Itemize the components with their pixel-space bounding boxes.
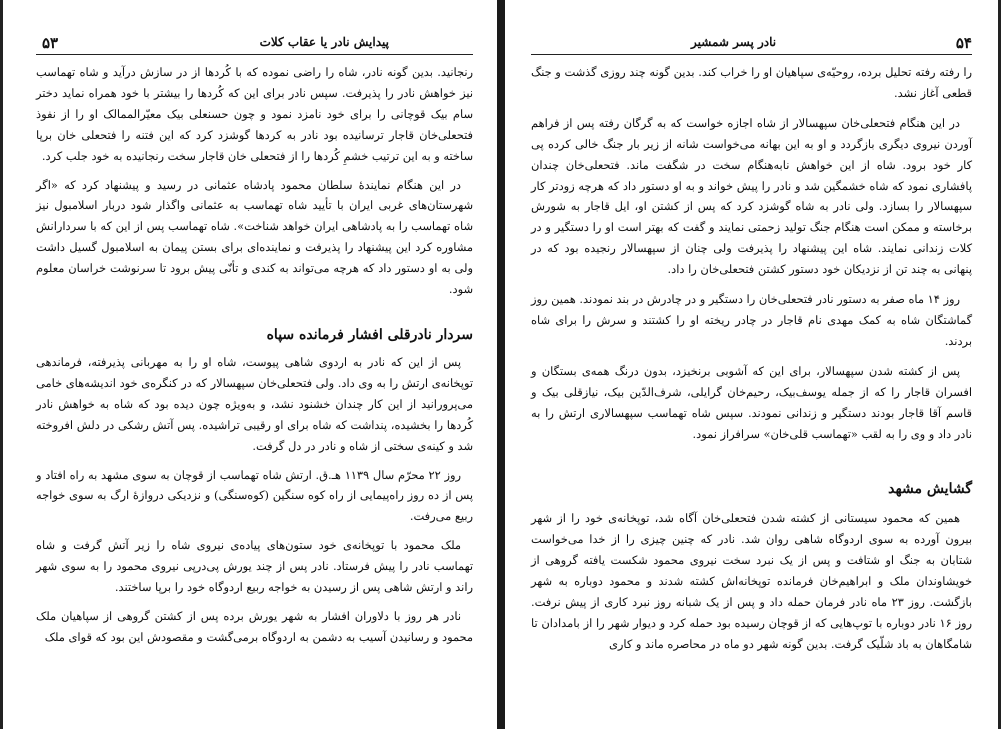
paragraph: در این هنگام فتحعلی‌خان سپهسالار از شاه اجازه خواست که به گرگان رفته پس از فراهم آوردن نیروی دیگری بازگردد و او به این بهانه می‌خواست شانه از زیر بار جنگ خالی کرده پی کار خود برود. شاه از این خواهش نابه‌هنگام سخت در شگفت ماند. فتحعلی‌خان چندان پافشاری نمود که شاه خشمگین شد و نادر را پیش خواند و به او دستور داد که هرچه زودتر کار سپهسالار را بسازد. ولی نادر به شاه گوشزد کرد که پس از کشتن او، ایل قاجار به شورش برخاسته و ممکن است هنگام جنگ تولید زحمتی نمایند و گفت که بهتر است او را دستگیر و در کلات زندانی نمایند. شاه این پیشنهاد را پذیرفت ولی چنان از سپهسالار رنجیده بود که در پنهانی به چند تن از نزدیکان خود دستور کشتن فتحعلی‌خان را داد. <box>531 115 972 277</box>
paragraph: پس از این که نادر به اردوی شاهی پیوست، شاه او را به مهربانی پذیرفته، فرماندهی توپخانه‌ی ارتش را به وی داد. ولی فتحعلی‌خان سپهسالار که در کنگره‌ی خود اندیشه‌های خامی می‌پرورانید از این کار چندان خشنود نشد، و به‌ویژه چون دیده بود که شاه به خواهش نادر کُردها را بخشیده، پنداشت که شاه برای او رقیبی تراشیده. پس آتش رشکی در دلش افروخته شد و کینه‌ی سختی از شاه و نادر در دل گرفت. <box>36 354 473 453</box>
paragraph: روز ۱۴ ماه صفر به دستور نادر فتحعلی‌خان را دستگیر و در چادرش در بند نمودند. همین روز گماشتگان شاه به کمک مهدی نام قاجار در چادر ریخته او را کشتند و سرش را برای شاه بردند. <box>530 292 972 348</box>
page-number: ۵۴ <box>955 34 972 52</box>
paragraph: رنجانید. بدین گونه نادر، شاه را راضی نموده که با کُردها از در سازش درآید و شاه تهماسب نیز خواهش نادر را پذیرفت. سپس نادر برای این که کُردها را بیشتر با خود همراه نماید دختر سام بیک قوچانی را برای خود نامزد نمود و چون حسنعلی بیک معیّرالممالک او را از نفوذ فتحعلی‌خان قاجار ترسانیده بود نادر به کردها گوشزد کرد که این فتنه را فتحعلی خان برپا ساخته و به این ترتیب خشمِ کُردها را از فتحعلی خان قاجار سخت رنجانیده به خود جلب کرد. <box>36 65 473 163</box>
running-title: نادر پسر شمشیر <box>691 35 777 49</box>
right-page <box>531 0 972 729</box>
paragraph: همین که محمود سیستانی از کشته شدن فتحعلی‌خان آگاه شد، توپخانه‌ی خود را از شهر بیرون آورده به سوی اردوگاه شاهی روان شد. نادر که چنین چیزی را از خدا می‌خواست شتابان به جنگ او شتافت و پس از یک نبرد سخت نیروی محمود شکست یافته گروهی از خویشاوندان ملک و ابراهیم‌خان فرمانده توپخانه‌اش کشته شدند و محمود دوباره به شهر بازگشت. روز ۲۳ ماه نادر فرمان حمله داد و پس از یک شبانه روز نبرد کاری از پیش نرفت. روز ۱۶ نادر دوباره با توپ‌هایی که از قوچان رسیده بود حمله کرد و دیوار شهر را از بامدادان تا شامگاهان به باد شلّیک گرفت. بدین گونه شهر دو ماه در محاصره ماند و کاری <box>531 511 972 651</box>
left-page <box>36 0 473 729</box>
paragraph: روز ۲۲ محرّم سال ۱۱۳۹ هـ.ق. ارتش شاه تهماسب از قوچان به سوی مشهد به راه افتاد و پس از ده روز راه‌پیمایی از راه کوه سنگین (کوه‌سنگی) و نزدیکی دروازهٔ ارگ به سوی خواجه ربیع می‌رفت. <box>36 467 473 524</box>
paragraph: پس از کشته شدن سپهسالار، برای این که آشوبی برنخیزد، بدون درنگ همه‌ی بستگان و افسران قاجار را که از جمله یوسف‌بیک، رحیم‌خان گرایلی، شرف‌الدّین بیک، نیازقلی بیک و قاسم آقا قاجار بودند دستگیر و زندانی نمودند. سپس شاه تهماسب سپهسالاری ارتش را به نادر داد و وی را به لقب «تهماسب قلی‌خان» سرافراز نمود. <box>531 363 972 441</box>
paragraph: ملک محمود با توپخانه‌ی خود ستون‌های پیاده‌ی نیروی شاه را زیر آتش گرفت و شاه تهماسب نادر را پیش فرستاد. نادر پس از چند یورش پی‌درپی نیروی محمود را به سوی شهر راند و ارتش شاهی پس از رسیدن به خواجه ربیع اردوگاه خود را برپا ساختند. <box>36 538 473 595</box>
running-title: پیدایش نادر یا عقاب کلات <box>259 35 389 49</box>
book-gutter <box>497 0 505 729</box>
paragraph: در این هنگام نمایندهٔ سلطان محمود پادشاه عثمانی در رسید و پیشنهاد کرد که «اگر شهرستان‌های غربی ایران با تأیید شاه تهماسب به عثمانی واگذار شود دربار اسلامبول نیز شاه تهماسب را به پادشاهی ایران خواهد شناخت». شاه تهماسب پس از این که با سردارانش مشاوره کرد این پیشنهاد را پذیرفت و نماینده‌ای برای بستن پیمان به اسلامبول گسیل داشت ولی به او دستور داد که هرچه می‌تواند به کندی و تأنّی پیش برود تا سرنوشت خراسان معلوم شود. <box>36 177 473 297</box>
right-page-body <box>531 62 972 655</box>
page-number: ۵۳ <box>42 34 59 52</box>
section-heading: گشایش مشهد <box>888 481 972 498</box>
left-page-header <box>36 30 473 56</box>
paragraph: را رفته رفته تحلیل برده، روحیّه‌ی سپاهیان او را خراب کند. بدین گونه چند روزی گذشت و جنگ قطعی آغاز نشد. <box>531 65 972 100</box>
header-rule <box>36 54 473 55</box>
paragraph: نادر هر روز با دلاوران افشار به شهر یورش برده پس از کشتن گروهی از سپاهیان ملک محمود و رسانیدن آسیب به دشمن به اردوگاه برمی‌گشت و مقصودش این بود که قوای ملک <box>36 608 473 644</box>
page-edge-left <box>0 0 3 729</box>
header-rule <box>531 54 972 55</box>
left-page-body <box>36 62 473 648</box>
right-page-header <box>531 30 972 56</box>
section-heading: سردار نادرقلی افشار فرمانده سپاه <box>266 326 473 343</box>
